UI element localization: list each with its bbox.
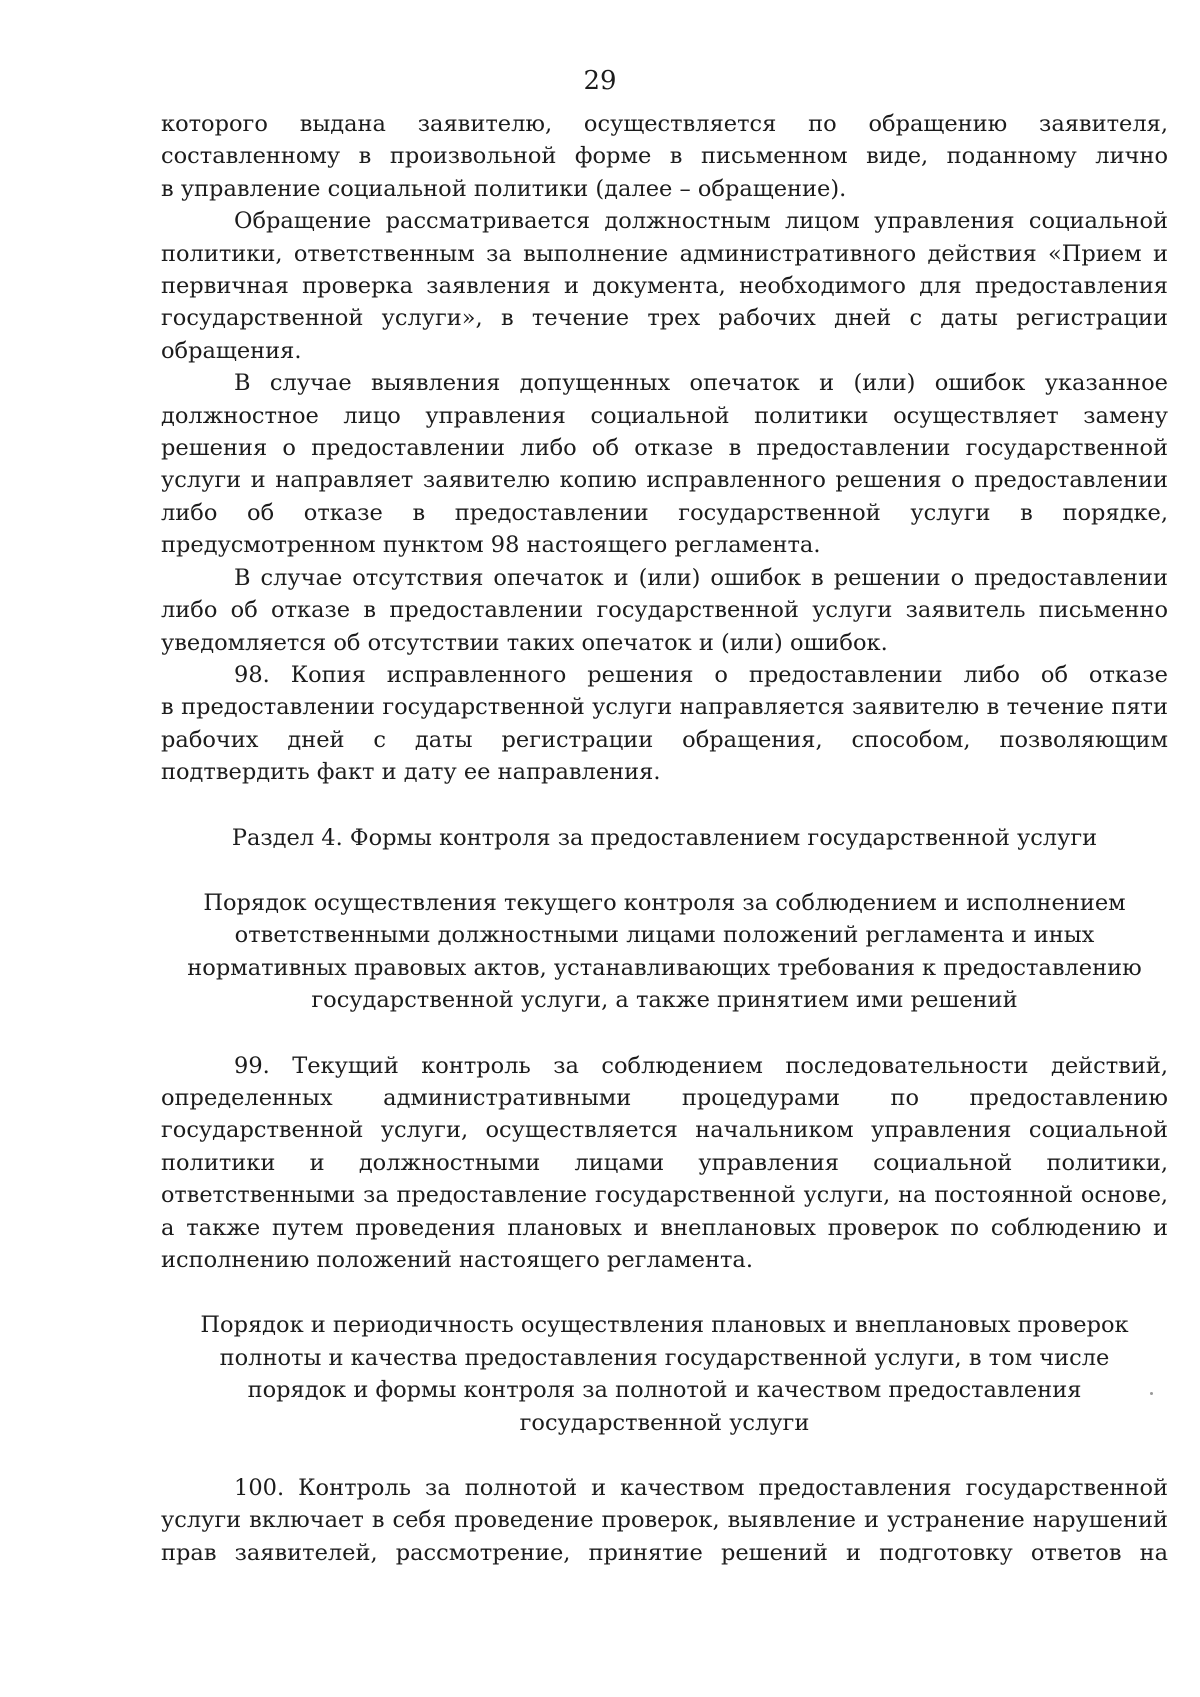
text-line: либо об отказе в предоставлении государственной услуги заявитель письменно (161, 597, 1168, 624)
text-line: решения о предоставлении либо об отказе в предоставлении государственной (161, 435, 1168, 462)
text-line: которого выдана заявителю, осуществляется по обращению заявителя, (161, 111, 1168, 137)
text-line: в предоставлении государственной услуги направляется заявителю в течение пяти (161, 694, 1168, 721)
text-line: услуги включает в себя проведение проверок, выявление и устранение нарушений (161, 1507, 1168, 1534)
text-line: В случае отсутствия опечаток и (или) ошибок в решении о предоставлении (234, 564, 1168, 591)
heading-line: государственной услуги, а также принятием ими решений (311, 987, 1018, 1014)
section-title (161, 822, 1168, 854)
heading-inspections (161, 1309, 1168, 1439)
heading-line: Порядок осуществления текущего контроля за соблюдением и исполнением (203, 889, 1126, 916)
text-line: рабочих дней с даты регистрации обращения, способом, позволяющим (161, 726, 1168, 753)
text-line: 100. Контроль за полнотой и качеством предоставления государственной (234, 1475, 1168, 1502)
heading-line: нормативных правовых актов, устанавливающих требования к предоставлению (187, 954, 1142, 981)
text-line: уведомляется об отсутствии таких опечаток и (или) ошибок. (161, 629, 888, 656)
paragraph-appeal-review (161, 205, 1168, 367)
document-body (161, 108, 1168, 1569)
text-line: подтвердить факт и дату ее направления. (161, 759, 661, 786)
paragraph-99 (161, 1050, 1168, 1277)
heading-line: ответственными должностными лицами положений регламента и иных (234, 922, 1095, 949)
text-line: предусмотренном пунктом 98 настоящего регламента. (161, 532, 821, 559)
heading-line: порядок и формы контроля за полнотой и качеством предоставления (247, 1377, 1082, 1404)
text-line: 98. Копия исправленного решения о предоставлении либо об отказе (234, 661, 1168, 688)
text-line: государственной услуги», в течение трех рабочих дней с даты регистрации (161, 305, 1168, 332)
heading-line: Порядок и периодичность осуществления плановых и внеплановых проверок (200, 1312, 1129, 1339)
text-line: составленному в произвольной форме в письменном виде, поданному лично (161, 143, 1168, 170)
text-line: а также путем проведения плановых и внеплановых проверок по соблюдению и (161, 1214, 1168, 1241)
text-line: обращения. (161, 337, 302, 364)
text-line: ответственными за предоставление государственной услуги, на постоянной основе, (161, 1182, 1168, 1209)
paragraph-continuation (161, 108, 1168, 205)
text-line: должностное лицо управления социальной политики осуществляет замену (161, 402, 1168, 429)
text-line: в управление социальной политики (далее – обращение). (161, 175, 847, 202)
text-line: В случае выявления допущенных опечаток и (или) ошибок указанное (234, 370, 1168, 397)
heading-current-control (161, 887, 1168, 1017)
text-line: политики и должностными лицами управления социальной политики, (161, 1149, 1168, 1176)
paragraph-98 (161, 659, 1168, 789)
section-title-text: Раздел 4. Формы контроля за предоставлением государственной услуги (231, 824, 1098, 851)
text-line: политики, ответственным за выполнение административного действия «Прием и (161, 240, 1168, 267)
text-line: Обращение рассматривается должностным лицом управления социальной (234, 208, 1168, 235)
text-line: государственной услуги, осуществляется начальником управления социальной (161, 1117, 1168, 1144)
paragraph-no-error (161, 562, 1168, 659)
paragraph-100 (161, 1472, 1168, 1569)
text-line: определенных административными процедурами по предоставлению (161, 1084, 1168, 1111)
heading-line: полноты и качества предоставления государственной услуги, в том числе (219, 1344, 1110, 1371)
page-number: 29 (583, 66, 617, 96)
text-line: 99. Текущий контроль за соблюдением последовательности действий, (234, 1052, 1168, 1079)
text-line: услуги и направляет заявителю копию исправленного решения о предоставлении (161, 467, 1168, 494)
text-line: прав заявителей, рассмотрение, принятие решений и подготовку ответов на (161, 1539, 1168, 1566)
text-line: исполнению положений настоящего регламента. (161, 1247, 753, 1273)
heading-line: государственной услуги (519, 1409, 810, 1436)
text-line: первичная проверка заявления и документа, необходимого для предоставления (161, 273, 1168, 300)
paragraph-error-found (161, 367, 1168, 561)
scan-speck (1150, 1392, 1153, 1395)
text-line: либо об отказе в предоставлении государственной услуги в порядке, (161, 499, 1168, 526)
